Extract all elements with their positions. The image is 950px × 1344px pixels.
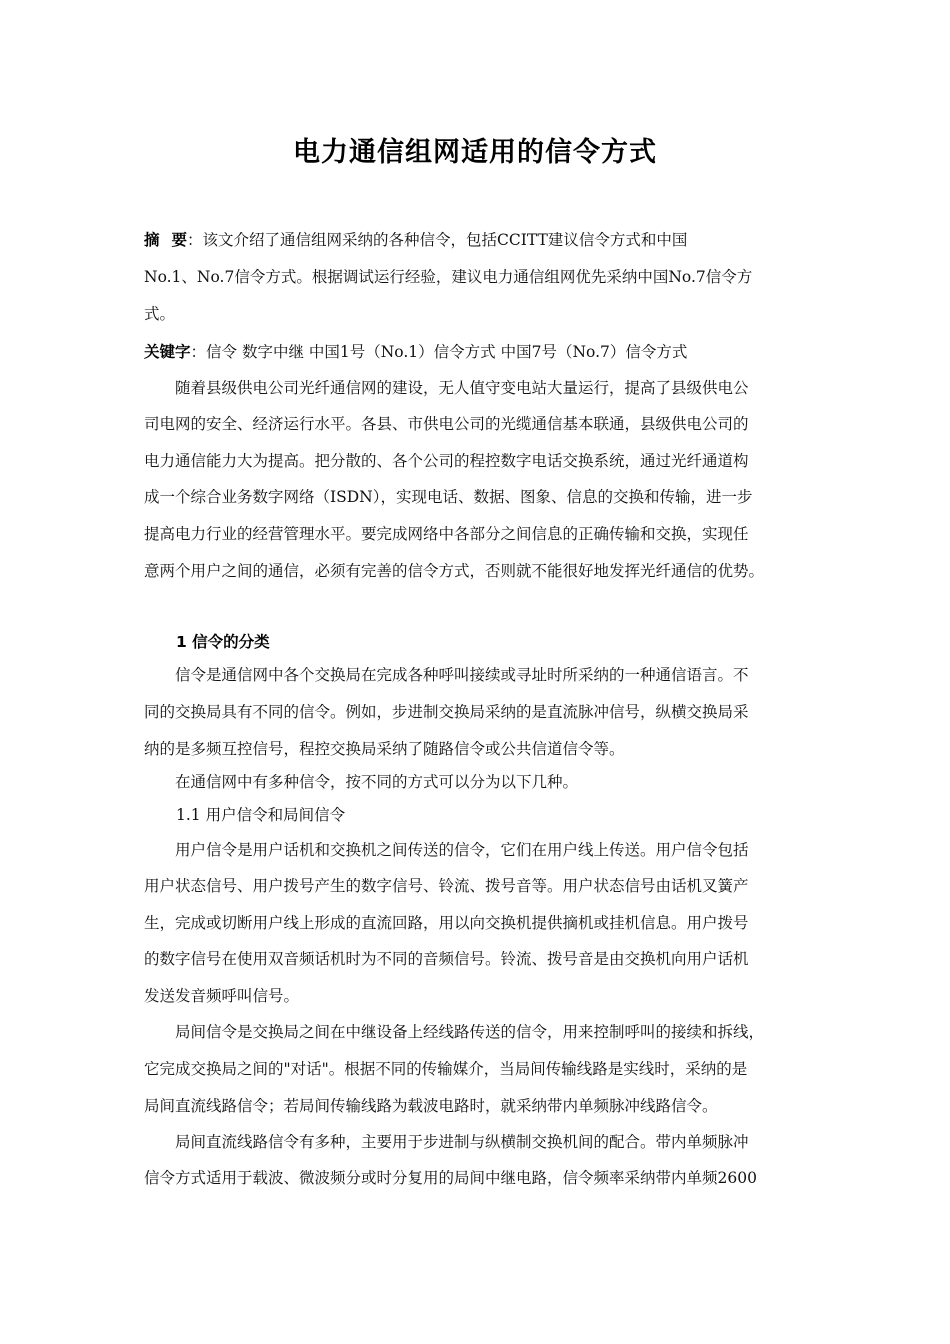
section-1-1-heading: 1.1 用户信令和局间信令 (176, 806, 346, 824)
abstract-text-1: 该文介绍了通信组网采纳的各种信令，包括CCITT建议信令方式和中国 (202, 231, 688, 249)
section-1-line: 同的交换局具有不同的信令。例如，步进制交换局采纳的是直流脉冲信号，纵横交换局采 (144, 703, 749, 721)
keywords-colon: ： (190, 343, 207, 361)
document-title: 电力通信组网适用的信令方式 (293, 137, 657, 168)
section-1-1-line: 局间信令是交换局之间在中继设备上经线路传送的信令，用来控制呼叫的接续和拆线， (144, 1023, 765, 1041)
keywords-line (144, 340, 809, 362)
section-1-1-line: 生，完成或切断用户线上形成的直流回路，用以向交换机提供摘机或挂机信息。用户拨号 (144, 914, 749, 932)
section-1-1-line: 信令方式适用于载波、微波频分或时分复用的局间中继电路，信令频率采纳带内单频2600 (144, 1169, 757, 1187)
intro-line: 司电网的安全、经济运行水平。各县、市供电公司的光缆通信基本联通，县级供电公司的 (144, 415, 749, 433)
abstract-colon: ： (187, 231, 203, 249)
abstract-line-2: No.1、No.7信令方式。根据调试运行经验，建议电力通信组网优先采纳中国No.7信令方 (144, 268, 753, 286)
abstract-label-char-2: 要 (171, 231, 188, 249)
abstract-line-1 (144, 228, 809, 250)
intro-line: 成一个综合业务数字网络（ISDN），实现电话、数据、图象、信息的交换和传输，进一步 (144, 488, 753, 506)
section-1-1-line: 局间直流线路信令；若局间传输线路为载波电路时，就采纳带内单频脉冲线路信令。 (144, 1097, 718, 1115)
section-1-line: 在通信网中有多种信令，按不同的方式可以分为以下几种。 (144, 773, 579, 791)
abstract-label-char-1: 摘 (144, 231, 160, 249)
intro-line: 随着县级供电公司光纤通信网的建设，无人值守变电站大量运行，提高了县级供电公 (144, 379, 749, 397)
section-1-1-line: 用户信令是用户话机和交换机之间传送的信令，它们在用户线上传送。用户信令包括 (144, 841, 749, 859)
section-1-line: 信令是通信网中各个交换局在完成各种呼叫接续或寻址时所采纳的一种通信语言。不 (144, 666, 749, 684)
intro-line: 意两个用户之间的通信，必须有完善的信令方式，否则就不能很好地发挥光纤通信的优势。 (144, 562, 765, 580)
section-1-line: 纳的是多频互控信号，程控交换局采纳了随路信令或公共信道信令等。 (144, 740, 625, 758)
keywords-text: 信令 数字中继 中国1号（No.1）信令方式 中国7号（No.7）信令方式 (206, 343, 688, 361)
abstract-line-3: 式。 (144, 305, 176, 323)
section-1-1-line: 它完成交换局之间的"对话"。根据不同的传输媒介，当局间传输线路是实线时，采纳的是 (144, 1060, 748, 1078)
section-1-1-line: 的数字信号在使用双音频话机时为不同的音频信号。铃流、拨号音是由交换机向用户话机 (144, 950, 749, 968)
keywords-label: 关键字 (144, 343, 191, 361)
section-1-1-line: 用户状态信号、用户拨号产生的数字信号、铃流、拨号音等。用户状态信号由话机叉簧产 (144, 877, 749, 895)
section-1-heading: 1 信令的分类 (176, 633, 270, 651)
section-1-1-line: 发送发音频呼叫信号。 (144, 987, 300, 1005)
intro-line: 电力通信能力大为提高。把分散的、各个公司的程控数字电话交换系统，通过光纤通道构 (144, 452, 749, 470)
section-1-1-line: 局间直流线路信令有多种，主要用于步进制与纵横制交换机间的配合。带内单频脉冲 (144, 1133, 749, 1151)
intro-line: 提高电力行业的经营管理水平。要完成网络中各部分之间信息的正确传输和交换，实现任 (144, 525, 749, 543)
